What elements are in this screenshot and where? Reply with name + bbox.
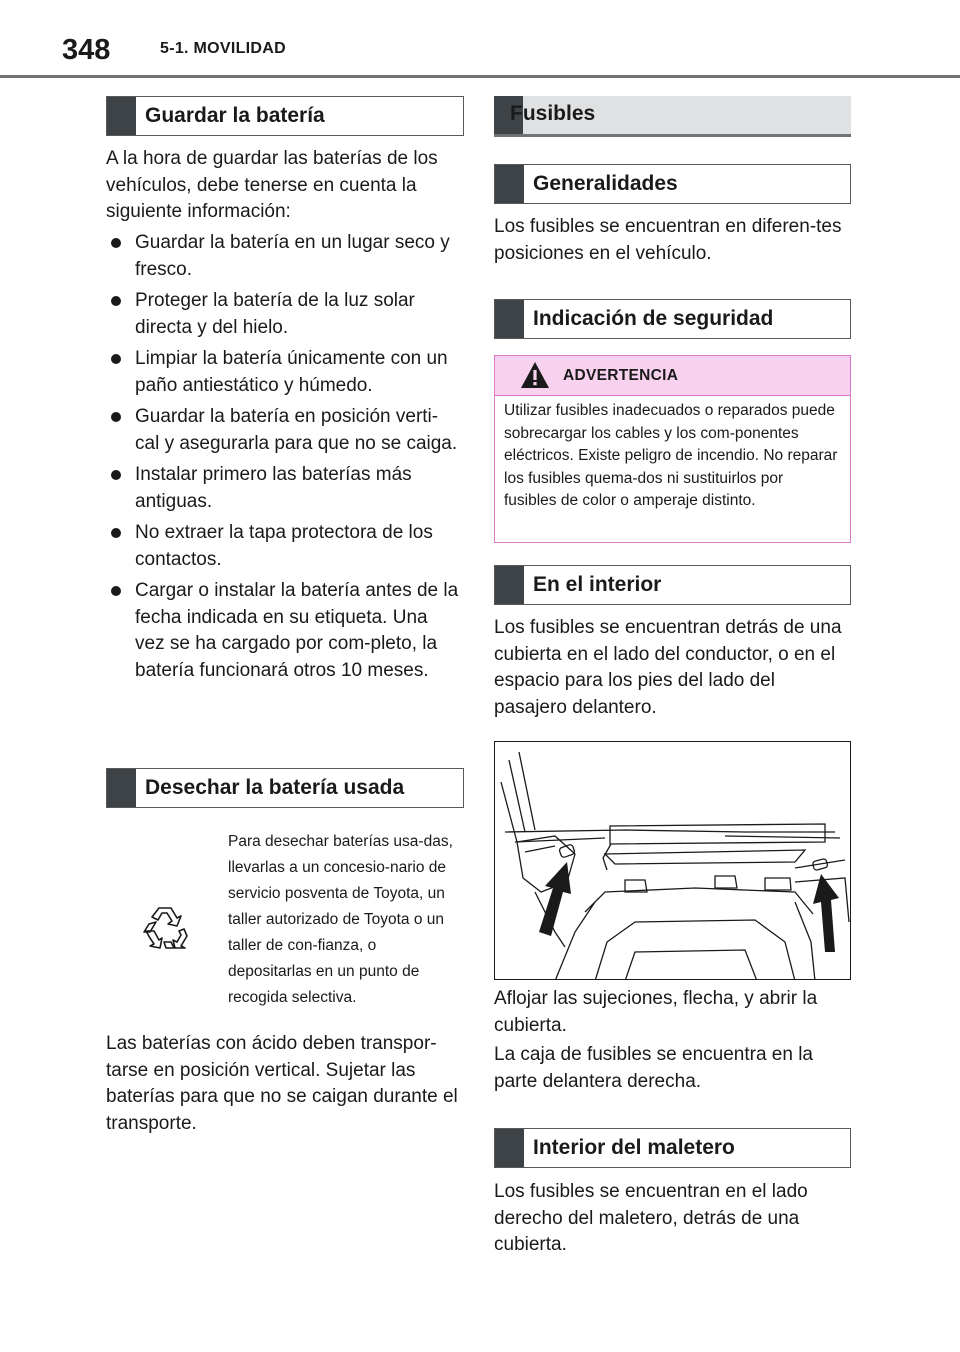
general-text: Los fusibles se encuentran en diferen-tes posiciones en el vehículo.: [494, 216, 842, 264]
section-trunk: [494, 1128, 851, 1168]
section-fuses: [494, 96, 851, 137]
section-title: Indicación de seguridad: [533, 307, 774, 330]
warning-triangle-icon: [520, 361, 550, 389]
list-item: No extraer la tapa protectora de los contactos.: [108, 520, 460, 573]
warning-label: ADVERTENCIA: [563, 367, 679, 384]
section-interior: [494, 565, 851, 605]
interior-step-2: La caja de fusibles se encuentra en la parte delantera derecha.: [494, 1044, 813, 1092]
interior-step-1: Aflojar las sujeciones, flecha, y abrir la cubierta.: [494, 988, 818, 1036]
section-dispose-battery: [106, 768, 464, 808]
fuse-cover-illustration: [494, 741, 851, 980]
list-item: Proteger la batería de la luz solar directa y del hielo.: [108, 288, 460, 341]
section-general: [494, 164, 851, 204]
section-title: Interior del maletero: [533, 1136, 735, 1159]
section-title: Fusibles: [510, 102, 596, 125]
section-title: Guardar la batería: [145, 104, 325, 127]
section-title: Desechar la batería usada: [145, 776, 405, 799]
store-intro: A la hora de guardar las baterías de los vehículos, debe tenerse en cuenta la siguiente información:: [106, 148, 438, 222]
dispose-note: Para desechar baterías usa-das, llevarlas a un concesio-nario de servicio posventa de Toyota, un taller autorizado de Toyota o un taller de con-fianza, o depositarlas en un punto de recogida selectiva.: [228, 833, 453, 1006]
dispose-text: Las baterías con ácido deben transpor-tarse en posición vertical. Sujetar las baterías para que no se caigan durante el transporte.: [106, 1033, 458, 1134]
section-title: Generalidades: [533, 172, 678, 195]
section-marker: [495, 165, 524, 203]
section-store-battery: [106, 96, 464, 136]
store-list: [108, 230, 460, 689]
section-marker: [495, 1129, 524, 1167]
list-item: Guardar la batería en posición verti-cal y asegurarla para que no se caiga.: [108, 404, 460, 457]
section-marker: [495, 300, 524, 338]
list-item: Guardar la batería en un lugar seco y fresco.: [108, 230, 460, 283]
page-header: [0, 0, 960, 80]
section-marker: [107, 97, 136, 135]
section-safety: [494, 299, 851, 339]
interior-text: Los fusibles se encuentran detrás de una cubierta en el lado del conductor, o en el espacio para los pies del lado del pasajero delantero.: [494, 617, 842, 718]
list-item: Cargar o instalar la batería antes de la fecha indicada en su etiqueta. Una vez se ha cargado por com-pleto, la batería funcionará otros 10 meses.: [108, 578, 460, 684]
section-marker: [495, 566, 524, 604]
section-marker: [107, 769, 136, 807]
list-item: Instalar primero las baterías más antiguas.: [108, 462, 460, 515]
warning-header: [495, 356, 850, 396]
recycle-icon: [140, 902, 190, 952]
warning-text: Utilizar fusibles inadecuados o reparados puede sobrecargar los cables y los com-ponentes eléctricos. Existe peligro de incendio. No reparar los fusibles quema-dos ni sustituirlos por fusibles de color o amperaje distinto.: [504, 402, 838, 509]
section-title: En el interior: [533, 573, 662, 596]
chapter-title: 5-1. MOVILIDAD: [160, 40, 286, 57]
list-item: Limpiar la batería únicamente con un paño antiestático y húmedo.: [108, 346, 460, 399]
trunk-text: Los fusibles se encuentran en el lado derecho del maletero, detrás de una cubierta.: [494, 1181, 808, 1255]
header-divider: [0, 75, 960, 78]
page-number: 348: [62, 34, 111, 66]
warning-box: [494, 355, 851, 543]
